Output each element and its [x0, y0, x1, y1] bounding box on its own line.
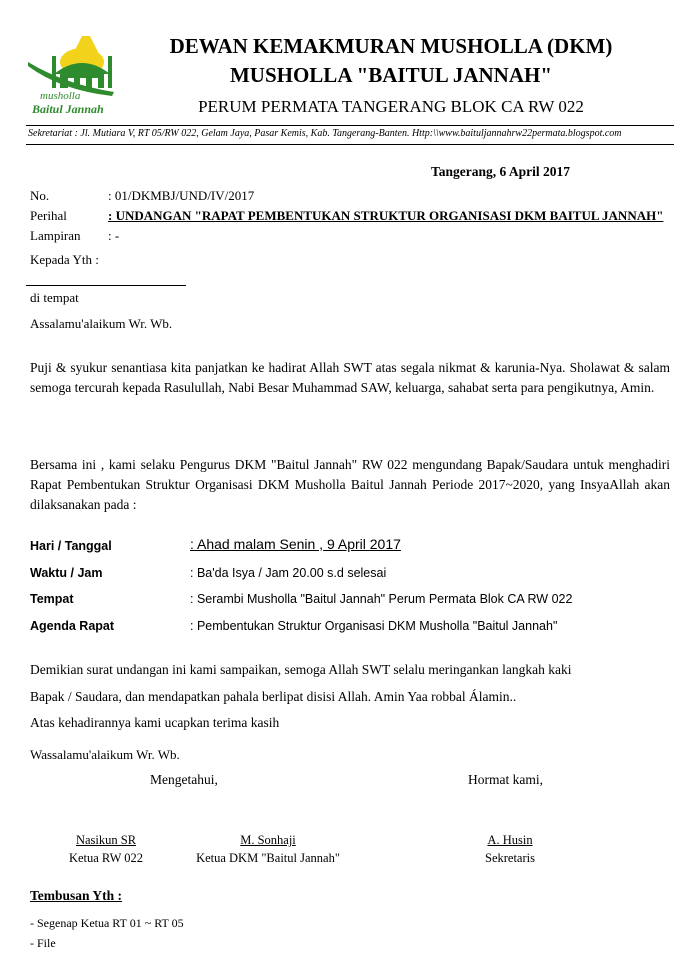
detail-value-time: : Ba'da Isya / Jam 20.00 s.d selesai — [190, 566, 387, 580]
lampiran-value: : - — [108, 228, 120, 243]
detail-label-time: Waktu / Jam — [30, 566, 103, 580]
detail-value-agenda: : Pembentukan Struktur Organisasi DKM Musholla "Baitul Jannah" — [190, 619, 558, 633]
letter-date: Tangerang, 6 April 2017 — [431, 164, 571, 179]
detail-value-place: : Serambi Musholla "Baitul Jannah" Perum Permata Blok CA RW 022 — [190, 592, 573, 606]
paragraph-2: Bersama ini , kami selaku Pengurus DKM "Baitul Jannah" RW 022 mengundang Bapak/Saudara untuk menghadiri Rapat Pembentukan Struktur Organisasi DKM Musholla Baitul Jannah Periode 2017~2020, yang InsyaAllah akan dilaksanakan pada : — [30, 457, 670, 512]
di-tempat: di tempat — [30, 290, 79, 305]
detail-label-date: Hari / Tanggal — [30, 539, 112, 553]
signature-title: Ketua DKM "Baitul Jannah" — [196, 851, 340, 865]
header-divider-bottom — [26, 144, 674, 145]
recipient-label: Kepada Yth : — [30, 252, 99, 267]
tembusan-title: Tembusan Yth : — [30, 888, 123, 903]
signature-2 — [178, 833, 358, 866]
mengetahui: Mengetahui, — [150, 772, 218, 787]
tembusan-item-1: - Segenap Ketua RT 01 ~ RT 05 — [30, 916, 184, 930]
opening-salam: Assalamu'alaikum Wr. Wb. — [30, 316, 173, 331]
signature-1 — [36, 833, 176, 866]
signature-name: M. Sonhaji — [240, 833, 296, 847]
signature-name: Nasikun SR — [75, 833, 137, 847]
detail-label-agenda: Agenda Rapat — [30, 619, 115, 633]
closing-line-3: Atas kehadirannya kami ucapkan terima kasih — [30, 715, 280, 730]
logo-text-musholla: musholla — [40, 90, 81, 102]
lampiran-label: Lampiran — [30, 228, 81, 243]
signature-title: Sekretaris — [485, 851, 535, 865]
no-value: : 01/DKMBJ/UND/IV/2017 — [108, 188, 255, 203]
perihal-value: : UNDANGAN "RAPAT PEMBENTUKAN STRUKTUR ORGANISASI DKM BAITUL JANNAH" — [108, 208, 664, 223]
closing-line-2: Bapak / Saudara, dan mendapatkan pahala berlipat disisi Allah. Amin Yaa robbal Álamin.. — [30, 689, 517, 704]
org-address-line: PERUM PERMATA TANGERANG BLOK CA RW 022 — [198, 97, 584, 116]
signature-3 — [440, 833, 580, 866]
org-title-line1: DEWAN KEMAKMURAN MUSHOLLA (DKM) — [169, 34, 613, 58]
tembusan-item-2: - File — [30, 936, 56, 950]
logo-text-name: Baitul Jannah — [32, 102, 104, 116]
header-divider-top — [26, 125, 674, 126]
org-title-line2: MUSHOLLA "BAITUL JANNAH" — [229, 63, 553, 87]
recipient-line — [26, 285, 186, 286]
perihal-label: Perihal — [30, 208, 67, 223]
secretariat-address: Sekretariat : Jl. Mutiara V, RT 05/RW 022, Gelam Jaya, Pasar Kemis, Kab. Tangerang-Banten. Http:\\www.baituljannahrw22permata.blogspot.com — [28, 128, 622, 139]
closing-salam: Wassalamu'alaikum Wr. Wb. — [30, 747, 180, 762]
signature-title: Ketua RW 022 — [68, 851, 144, 865]
closing-line-1: Demikian surat undangan ini kami sampaikan, semoga Allah SWT selalu meringankan langkah kaki — [30, 662, 572, 677]
hormat-kami: Hormat kami, — [468, 772, 543, 787]
no-label: No. — [30, 188, 50, 203]
paragraph-1: Puji & syukur senantiasa kita panjatkan ke hadirat Allah SWT atas segala nikmat & karunia-Nya. Sholawat & salam semoga tercurah kepada Rasulullah, Nabi Besar Muhammad SAW, keluarga, sahabat serta para pengikutnya, Amin. — [30, 360, 670, 395]
detail-label-place: Tempat — [30, 592, 74, 606]
detail-value-date: : Ahad malam Senin , 9 April 2017 — [190, 536, 401, 552]
signature-name: A. Husin — [487, 833, 533, 847]
